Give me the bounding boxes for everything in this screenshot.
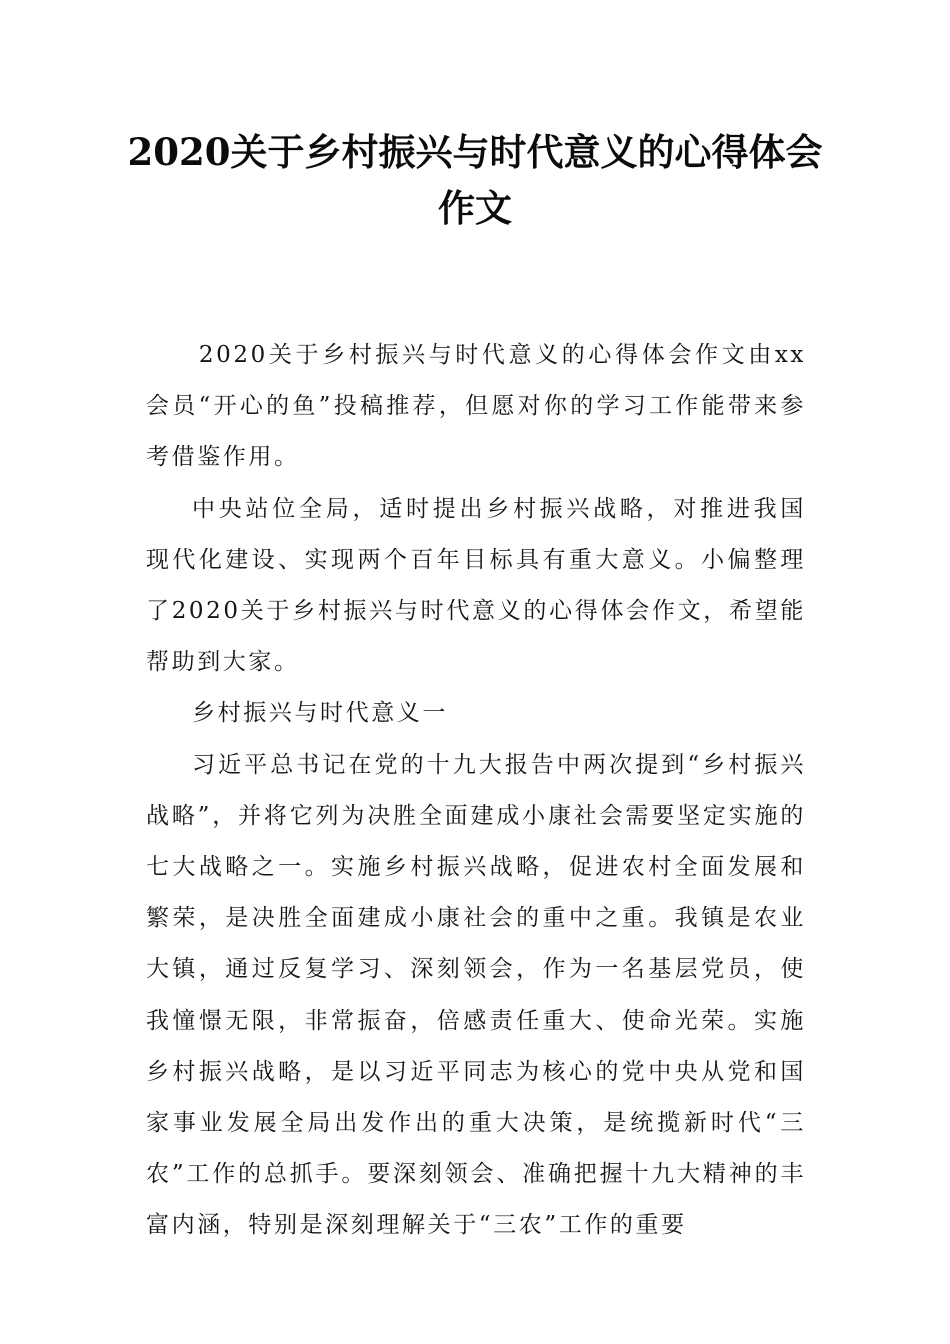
document-body	[146, 330, 806, 1252]
title-line-1: 2020关于乡村振兴与时代意义的心得体会	[127, 130, 823, 174]
title-line-2: 作文	[438, 186, 512, 230]
paragraph-main: 习近平总书记在党的十九大报告中两次提到“乡村振兴战略”，并将它列为决胜全面建成小康社会需要坚定实施的七大战略之一。实施乡村振兴战略，促进农村全面发展和繁荣，是决胜全面建成小康社会的重中之重。我镇是农业大镇，通过反复学习、深刻领会，作为一名基层党员，使我憧憬无限，非常振奋，倍感责任重大、使命光荣。实施乡村振兴战略，是以习近平同志为核心的党中央从党和国家事业发展全局出发作出的重大决策，是统揽新时代“三农”工作的总抓手。要深刻领会、准确把握十九大精神的丰富内涵，特别是深刻理解关于“三农”工作的重要	[146, 751, 806, 1239]
section-heading: 乡村振兴与时代意义一	[192, 700, 448, 727]
paragraph-intro: 2020关于乡村振兴与时代意义的心得体会作文由xx会员“开心的鱼”投稿推荐，但愿对你的学习工作能带来参考借鉴作用。	[146, 342, 806, 471]
document-title	[100, 124, 850, 236]
paragraph-summary: 中央站位全局，适时提出乡村振兴战略，对推进我国现代化建设、实现两个百年目标具有重大意义。小偏整理了2020关于乡村振兴与时代意义的心得体会作文，希望能帮助到大家。	[146, 495, 806, 676]
